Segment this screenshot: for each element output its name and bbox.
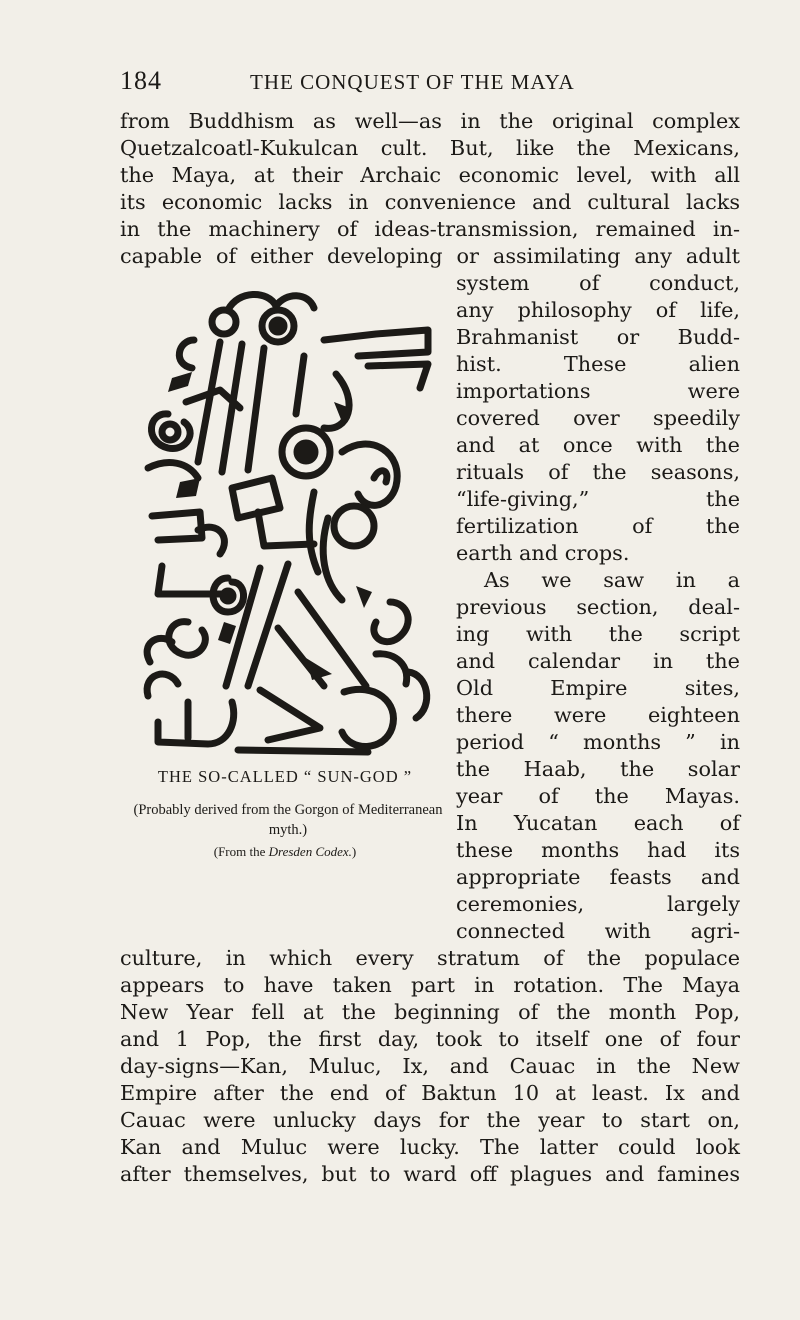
column-line: year of the Mayas.	[456, 784, 740, 808]
body-line: Quetzalcoatl-Kukulcan cult. But, like the Mexicans,	[120, 136, 740, 160]
body-line: after themselves, but to ward off plagues and famines	[120, 1162, 740, 1186]
body-line: the Maya, at their Archaic economic level, with all	[120, 163, 740, 187]
body-line: its economic lacks in convenience and cultural lacks	[120, 190, 740, 214]
body-line: Kan and Muluc were lucky. The latter could look	[120, 1135, 740, 1159]
column-line: In Yucatan each of	[456, 811, 740, 835]
body-line: day-signs—Kan, Muluc, Ix, and Cauac in the New	[120, 1054, 740, 1078]
sun-god-glyph-icon	[128, 282, 440, 762]
column-line: period “ months ” in	[456, 730, 740, 754]
column-line: Old Empire sites,	[456, 676, 740, 700]
column-line: connected with agri-	[456, 919, 740, 943]
source-title: Dresden Codex.	[268, 844, 352, 859]
column-line: system of conduct,	[456, 271, 740, 295]
running-title: THE CONQUEST OF THE MAYA	[250, 70, 575, 94]
running-header	[120, 66, 740, 96]
column-line: the Haab, the solar	[456, 757, 740, 781]
column-line: earth and crops.	[456, 541, 630, 565]
column-line: ceremonies, largely	[456, 892, 740, 916]
column-line: any philosophy of life,	[456, 298, 740, 322]
column-line: covered over speedily	[456, 406, 740, 430]
column-line: there were eighteen	[456, 703, 740, 727]
column-line: ing with the script	[456, 622, 740, 646]
column-line: and at once with the	[456, 433, 740, 457]
column-line: As we saw in a	[484, 568, 740, 592]
body-line: culture, in which every stratum of the populace	[120, 946, 740, 970]
column-line: Brahmanist or Budd-	[456, 325, 740, 349]
figure-caption-source: (From the Dresden Codex.)	[213, 844, 357, 859]
page-number: 184	[120, 66, 162, 95]
column-line: “life-giving,” the	[456, 487, 740, 511]
column-line: fertilization of the	[456, 514, 740, 538]
column-line: appropriate feasts and	[456, 865, 740, 889]
sun-god-illustration	[128, 282, 440, 762]
body-line: in the machinery of ideas-transmission, remained in-	[120, 217, 740, 241]
body-line: capable of either developing or assimilating any adult	[120, 244, 740, 268]
column-line: previous section, deal-	[456, 595, 740, 619]
body-line: and 1 Pop, the first day, took to itself one of four	[120, 1027, 740, 1051]
body-line: appears to have taken part in rotation. The Maya	[120, 973, 740, 997]
body-line: Empire after the end of Baktun 10 at least. Ix and	[120, 1081, 740, 1105]
body-line: from Buddhism as well—as in the original complex	[120, 109, 740, 133]
column-line: and calendar in the	[456, 649, 740, 673]
column-line: rituals of the seasons,	[456, 460, 740, 484]
body-line: New Year fell at the beginning of the month Pop,	[120, 1000, 740, 1024]
column-line: importations were	[456, 379, 740, 403]
column-line: hist. These alien	[456, 352, 740, 376]
column-line: these months had its	[456, 838, 740, 862]
figure-caption-title: THE SO-CALLED “ SUN-GOD ”	[157, 767, 413, 786]
figure-caption-note: (Probably derived from the Gorgon of Mediterranean myth.)	[133, 802, 443, 838]
body-line: Cauac were unlucky days for the year to start on,	[120, 1108, 740, 1132]
